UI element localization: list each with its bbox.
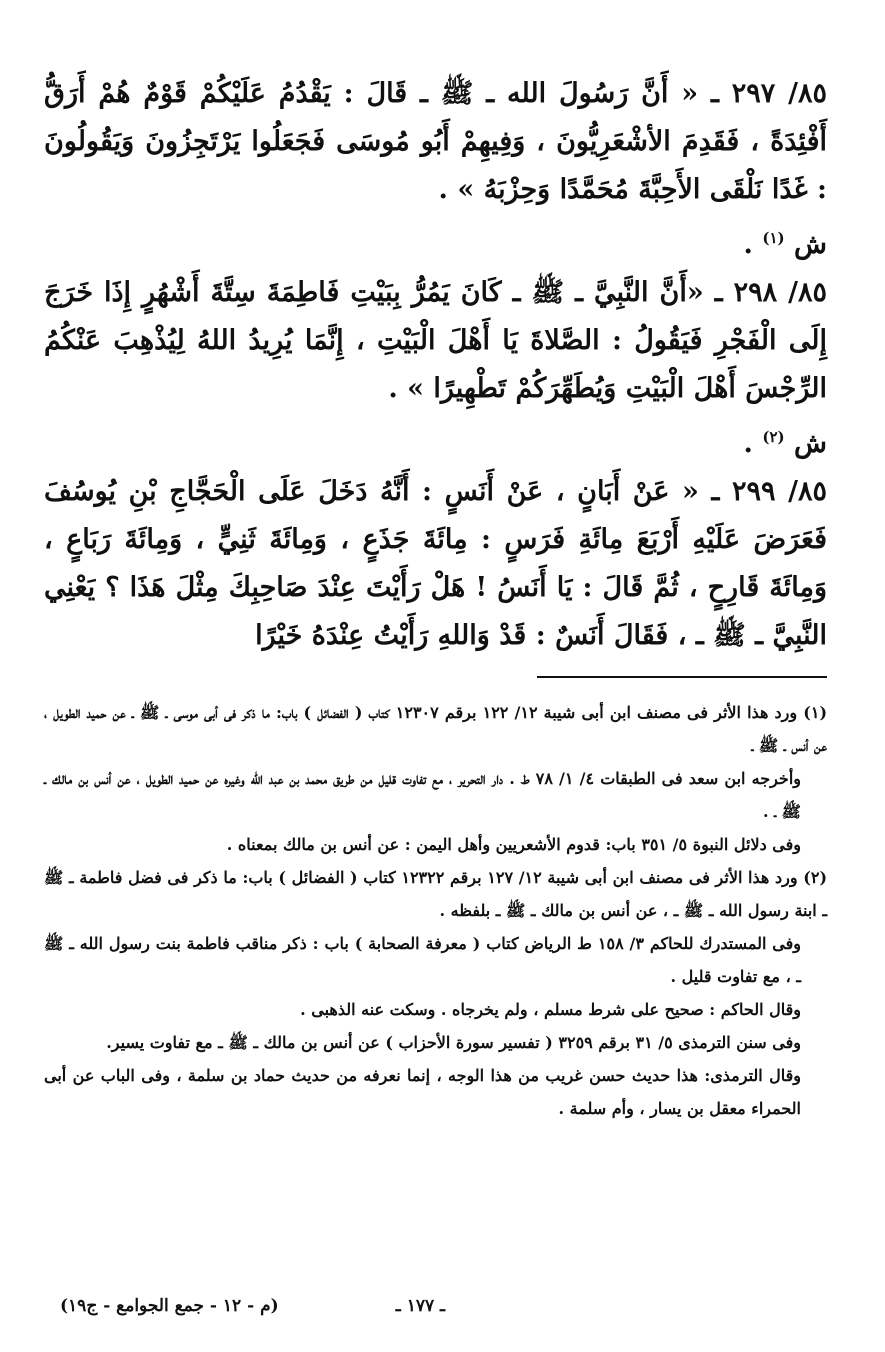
footnote-divider xyxy=(537,676,827,678)
footnote-2-paragraph: وفى المستدرك للحاكم ٣/ ١٥٨ ط الرياض كتاب ( معرفة الصحابة ) باب : ذكر مناقب فاطمة بنت رسول الله ـ ﷺ ـ ، مع تفاوت قليل . xyxy=(44,934,802,986)
footnotes xyxy=(44,696,827,1125)
hadith-text: « عَنْ أَبَانٍ ، عَنْ أَنَسٍ : أَنَّهُ دَخَلَ عَلَى الْحَجَّاجِ بْنِ يُوسُفَ فَعَرَضَ عَلَيْهِ أَرْبَعَ مِائَةِ فَرَسٍ : مِائَةَ جَذَعٍ ، وَمِائَةَ ثَنِيٍّ ، وَمِائَةَ رَبَاعٍ ، وَمِائَةَ قَارِحٍ ، ثُمَّ قَالَ : يَا أَنَسُ ! هَلْ رَأَيْتَ عِنْدَ صَاحِبِكَ مِثْلَ هَذَا ؟ يَعْنِي النَّبِيَّ ـ ﷺ ـ ، فَقَالَ أَنَسٌ : قَدْ وَاللهِ رَأَيْتُ عِنْدَهُ خَيْرًا xyxy=(44,476,827,651)
footnote-2-paragraph: وقال الحاكم : صحيح على شرط مسلم ، ولم يخرجاه . وسكت عنه الذهبى . xyxy=(300,1000,801,1019)
hadith-number: ٨٥/ ٢٩٧ ـ xyxy=(711,78,828,109)
signature-mark: (م - ١٢ - جمع الجوامع - ج١٩) xyxy=(60,1296,279,1316)
hadith-number: ٨٥/ ٢٩٩ ـ xyxy=(711,476,828,507)
main-text xyxy=(44,70,827,660)
hadith-299 xyxy=(44,468,827,660)
footnote-1-paragraph: وأخرجه ابن سعد فى الطبقات ٤/ ١/ ٧٨ ط . دار التحرير ، مع تفاوت قليل من طريق محمد بن عبد الله وغيره عن حميد الطويل ، عن أنس بن مالك ـ ﷺ ـ . xyxy=(44,769,801,821)
hadith-text: « أَنَّ رَسُولَ الله ـ ﷺ ـ قَالَ : يَقْدُمُ عَلَيْكُمْ قَوْمٌ هُمْ أَرَقُّ أَفْئِدَةً ، فَقَدِمَ الأشْعَرِيُّونَ ، وَفِيهِمْ أَبُو مُوسَى فَجَعَلُوا يَرْتَجِزُونَ وَيَقُولُونَ : غَدًا نَلْقَى الأَحِبَّةَ مُحَمَّدًا وَحِزْبَهُ » . xyxy=(44,78,827,205)
footnote-1-source: (١) ورد هذا الأثر فى مصنف ابن أبى شيبة ١٢/ ١٢٢ برقم ١٢٣٠٧ كتاب ( الفضائل ) باب: ما ذكر فى أبى موسى ـ ﷺ ـ عن حميد الطويل ، عن أنس ـ ﷺ ـ xyxy=(44,703,828,755)
hadith-297 xyxy=(44,70,827,214)
reference-letter: ش xyxy=(794,229,827,260)
page-number: ـ ١٧٧ ـ xyxy=(395,1296,445,1316)
footnote-marker[interactable]: (٢) xyxy=(762,428,785,446)
hadith-text: «أَنَّ النَّبِيَّ ـ ﷺ ـ كَانَ يَمُرُّ بِبَيْتِ فَاطِمَةَ سِتَّةَ أَشْهُرٍ إِذَا خَرَجَ إِلَى الْفَجْرِ فَيَقُولُ : الصَّلاةَ يَا أَهْلَ الْبَيْتِ ، إِنَّمَا يُرِيدُ اللهُ لِيُذْهِبَ عَنْكُمُ الرِّجْسَ أَهْلَ الْبَيْتِ وَيُطَهِّرَكُمْ تَطْهِيرًا » . xyxy=(44,277,827,404)
reference-letter: ش xyxy=(794,428,827,459)
footnote-2-source: (٢) ورد هذا الأثر فى مصنف ابن أبى شيبة ١٢/ ١٢٧ برقم ١٢٣٢٢ كتاب ( الفضائل ) باب: ما ذكر فى فضل فاطمة ـ ﷺ ـ ابنة رسول الله ـ ﷺ ـ ، عن أنس بن مالك ـ ﷺ ـ بلفظه . xyxy=(44,868,828,920)
hadith-number: ٨٥/ ٢٩٨ ـ xyxy=(714,277,828,308)
footnote-2-paragraph: وقال الترمذى: هذا حديث حسن غريب من هذا الوجه ، إنما نعرفه من حديث حماد بن سلمة ، وفى الباب عن أبى الحمراء معقل بن يسار ، وأم سلمة . xyxy=(44,1066,801,1118)
footnote-2-paragraph: وفى سنن الترمذى ٥/ ٣١ برقم ٣٢٥٩ ( تفسير سورة الأحزاب ) عن أنس بن مالك ـ ﷺ ـ مع تفاوت يسير. xyxy=(106,1033,801,1052)
hadith-reference: ش $^{(٢)}$ . xyxy=(743,428,827,459)
hadith-reference: ش $^{(١)}$ . xyxy=(743,229,827,260)
footnote-marker[interactable]: (١) xyxy=(762,229,785,247)
hadith-298 xyxy=(44,269,827,413)
footnote-1-paragraph: وفى دلائل النبوة ٥/ ٣٥١ باب: قدوم الأشعريين وأهل اليمن : عن أنس بن مالك بمعناه . xyxy=(226,835,801,854)
